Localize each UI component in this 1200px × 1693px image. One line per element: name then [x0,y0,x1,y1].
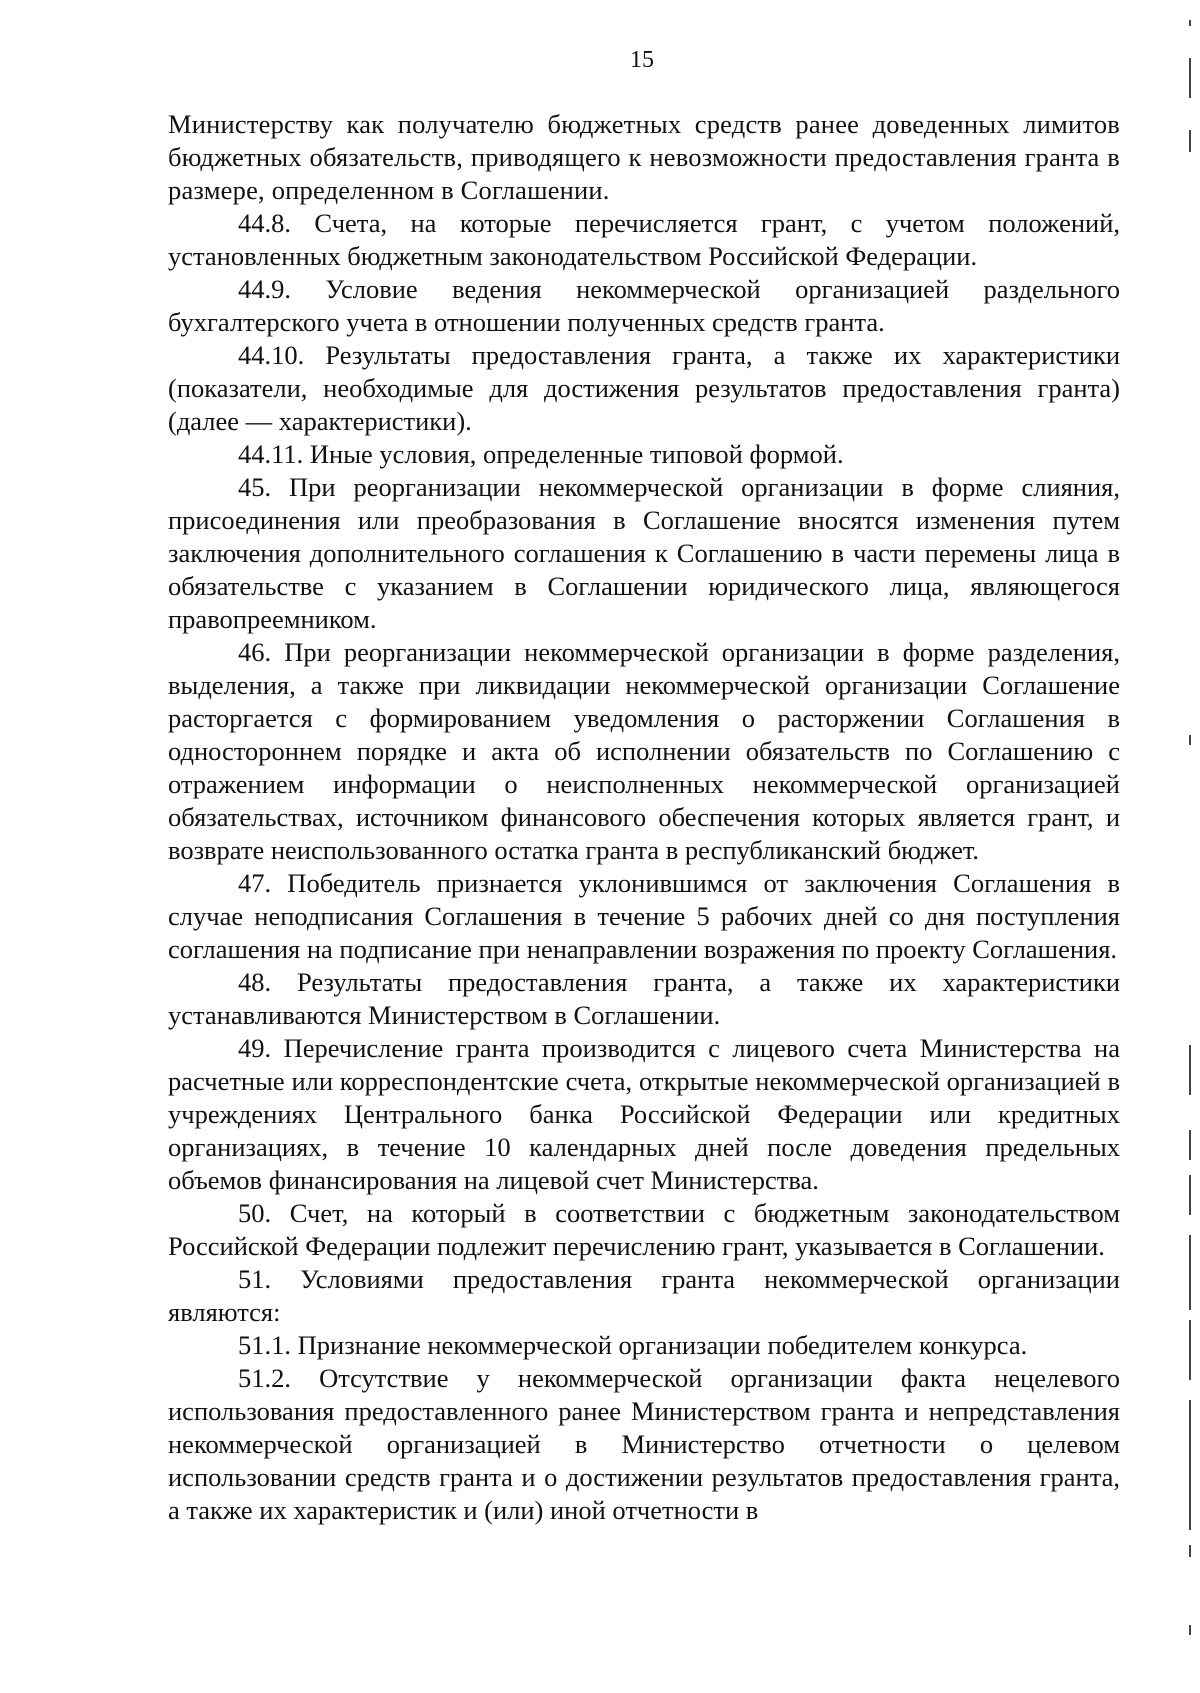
scan-mark [1189,1175,1191,1215]
paragraph-44-10: 44.10. Результаты предоставления гранта, а также их характеристики (показатели, необходимые для достижения результатов предоставления гранта) (далее — характеристики). [168,340,1120,436]
paragraph-44-8: 44.8. Счета, на которые перечисляется грант, с учетом положений, установленных бюджетным законодательством Российской Федерации. [168,208,1120,271]
paragraph-46: 46. При реорганизации некоммерческой организации в форме разделения, выделения, а также при ликвидации некоммерческой организации Соглашение расторгается с формированием уведомления о расторжении Соглашения в одностороннем порядке и акта об исполнении обязательств по Соглашению с отражением информации о неисполненных некоммерческой организацией обязательствах, источником финансового обеспечения которых является грант, и возврате неиспользованного остатка гранта в республиканский бюджет. [168,637,1120,865]
scan-mark [1189,1625,1191,1635]
scan-mark [1189,1045,1191,1095]
document-body [168,108,1120,1527]
paragraph-50: 50. Счет, на который в соответствии с бюджетным законодательством Российской Федерации подлежит перечислению грант, указывается в Соглашении. [168,1198,1120,1261]
scan-mark [1189,130,1191,152]
paragraph-47: 47. Победитель признается уклонившимся от заключения Соглашения в случае неподписания Соглашения в течение 5 рабочих дней со дня поступления соглашения на подписание при ненаправлении возражения по проекту Соглашения. [168,868,1120,964]
paragraph-51: 51. Условиями предоставления гранта некоммерческой организации являются: [168,1264,1120,1327]
scan-mark [1189,58,1191,98]
paragraph-continuation: Министерству как получателю бюджетных средств ранее доведенных лимитов бюджетных обязательств, приводящего к невозможности предоставления гранта в размере, определенном в Соглашении. [168,109,1120,205]
scan-edge-artifact [1178,0,1200,1693]
paragraph-44-9: 44.9. Условие ведения некоммерческой организацией раздельного бухгалтерского учета в отношении полученных средств гранта. [168,274,1120,337]
scan-mark [1189,20,1191,26]
scan-mark [1189,1235,1191,1310]
scan-mark [1189,1130,1191,1160]
paragraph-51-1: 51.1. Признание некоммерческой организации победителем конкурса. [238,1330,1028,1360]
paragraph-49: 49. Перечисление гранта производится с лицевого счета Министерства на расчетные или корреспондентские счета, открытые некоммерческой организацией в учреждениях Центрального банка Российской Федерации или кредитных организациях, в течение 10 календарных дней после доведения предельных объемов финансирования на лицевой счет Министерства. [168,1033,1120,1195]
scan-mark [1189,1545,1191,1557]
paragraph-48: 48. Результаты предоставления гранта, а также их характеристики устанавливаются Министерством в Соглашении. [168,967,1120,1030]
scan-mark [1189,1320,1191,1380]
page-number: 15 [630,47,654,73]
scan-mark [1189,1400,1191,1530]
scan-mark [1189,735,1191,745]
paragraph-51-2: 51.2. Отсутствие у некоммерческой организации факта нецелевого использования предоставленного ранее Министерством гранта и непредставления некоммерческой организацией в Министерство отчетности о целевом использовании средств гранта и о достижении результатов предоставления гранта, а также их характеристик и (или) иной отчетности в [168,1363,1120,1525]
paragraph-44-11: 44.11. Иные условия, определенные типовой формой. [238,439,844,469]
paragraph-45: 45. При реорганизации некоммерческой организации в форме слияния, присоединения или преобразования в Соглашение вносятся изменения путем заключения дополнительного соглашения к Соглашению в части перемены лица в обязательстве с указанием в Соглашении юридического лица, являющегося правопреемником. [168,472,1120,634]
